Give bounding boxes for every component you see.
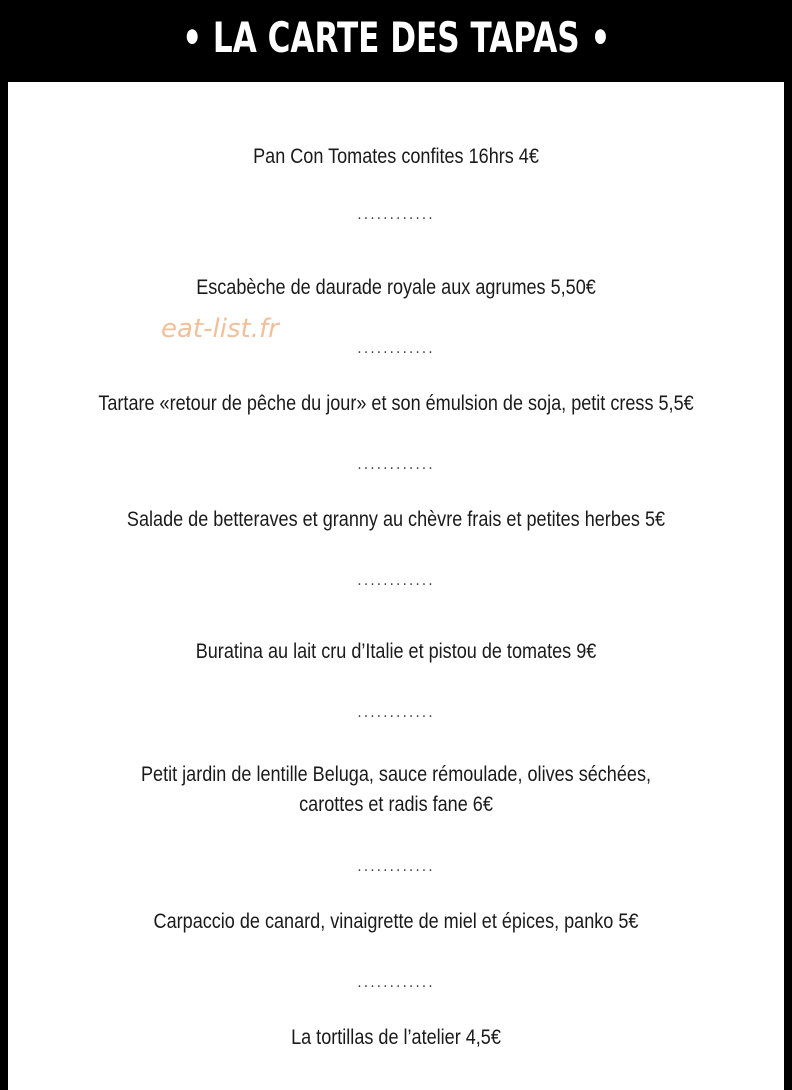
dish-text: carottes et radis fane 6€ <box>299 793 493 816</box>
dish-item <box>8 142 784 172</box>
dotted-separator: ............ <box>357 457 435 473</box>
dish-text: Salade de betteraves et granny au chèvre frais et petites herbes 5€ <box>126 508 666 531</box>
dish-text: Buratina au lait cru d’Italie et pistou de tomates 9€ <box>195 640 597 663</box>
dish-item <box>8 273 784 303</box>
dotted-separator: ............ <box>357 975 435 991</box>
dish-item <box>8 1023 784 1053</box>
dotted-separator: ............ <box>357 341 435 357</box>
dish-text: La tortillas de l’atelier 4,5€ <box>291 1026 501 1049</box>
dish-text: Tartare «retour de pêche du jour» et son émulsion de soja, petit cress 5,5€ <box>98 392 694 415</box>
dotted-separator: ............ <box>357 705 435 721</box>
dish-item <box>8 760 784 820</box>
dotted-separator: ............ <box>357 573 435 589</box>
menu-sheet <box>8 82 784 1090</box>
dotted-separator: ............ <box>357 859 435 875</box>
watermark-logo: eat-list.fr <box>161 314 279 344</box>
dish-item <box>8 907 784 937</box>
dish-item <box>8 389 784 419</box>
dish-item <box>8 505 784 535</box>
dish-text: Escabèche de daurade royale aux agrumes 5,50€ <box>196 276 596 299</box>
dish-text: Petit jardin de lentille Beluga, sauce rémoulade, olives séchées, <box>140 763 651 786</box>
dotted-separator: ............ <box>357 207 435 223</box>
menu-title: • LA CARTE DES TAPAS • <box>181 12 611 62</box>
dish-text: Pan Con Tomates confites 16hrs 4€ <box>253 145 539 168</box>
dish-item <box>8 637 784 667</box>
menu-header <box>0 0 792 82</box>
dish-text: Carpaccio de canard, vinaigrette de miel et épices, panko 5€ <box>153 910 639 933</box>
